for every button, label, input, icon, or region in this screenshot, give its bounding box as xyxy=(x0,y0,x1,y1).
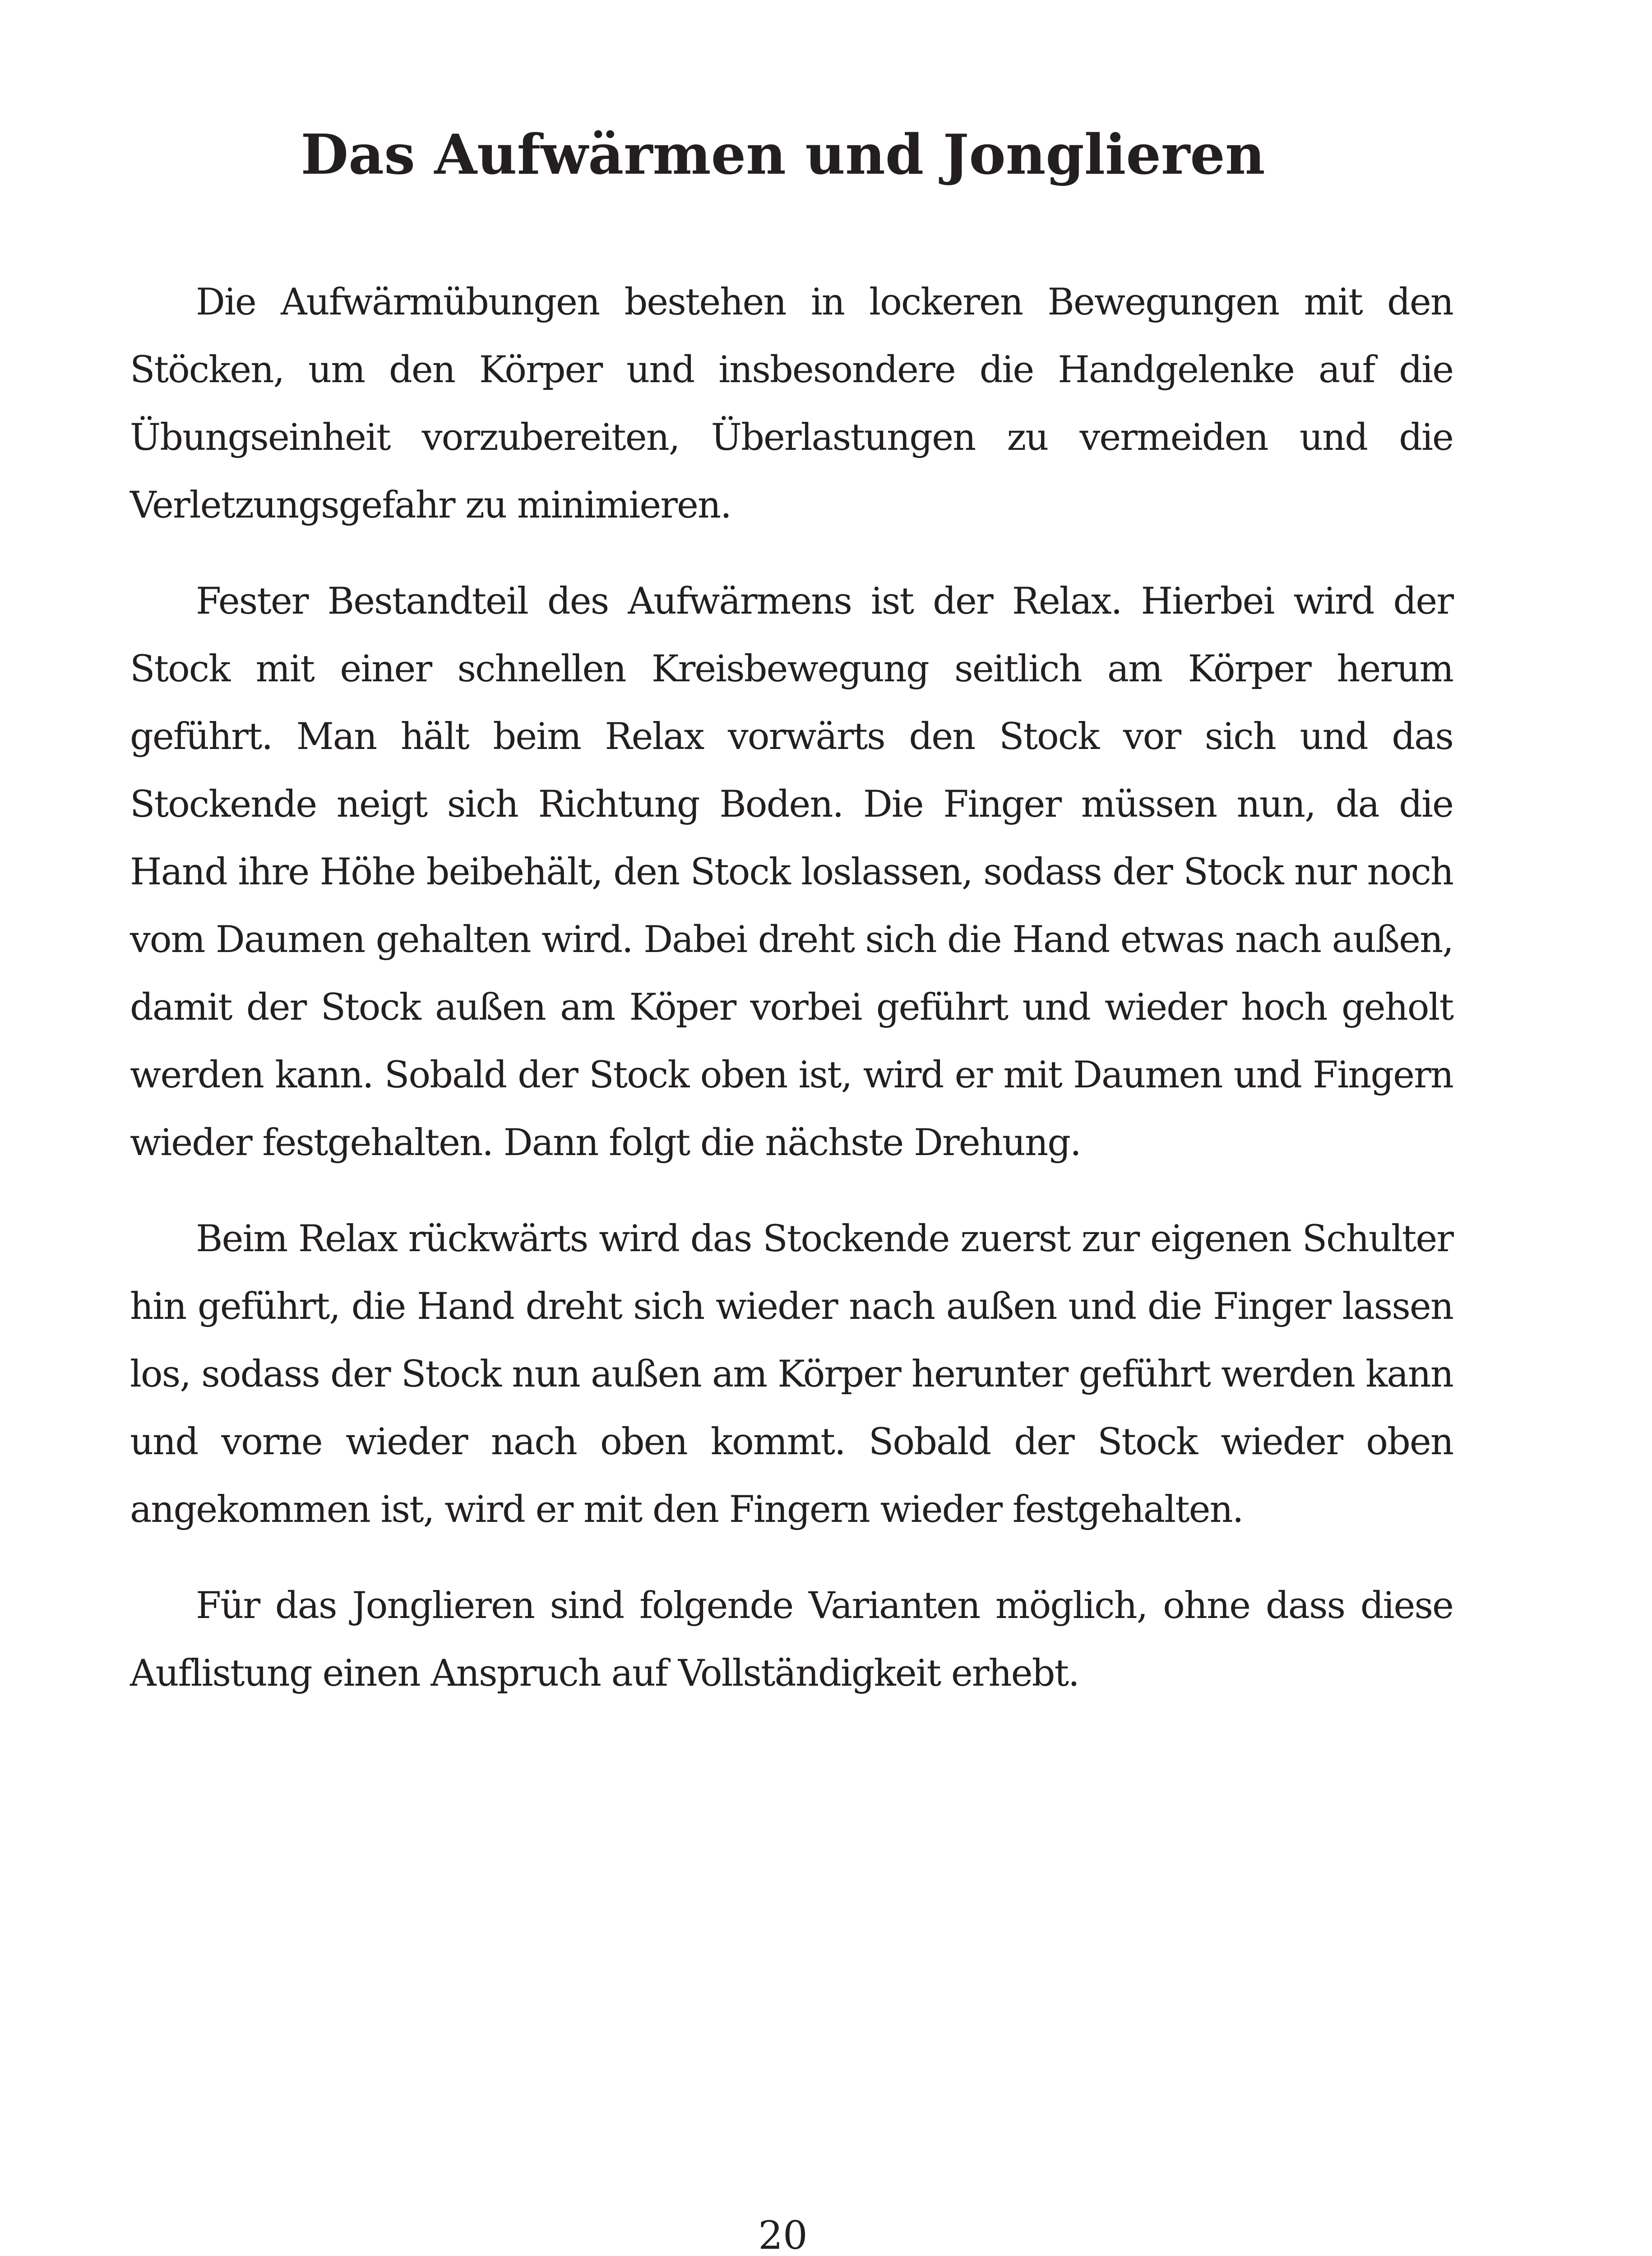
paragraph-relax-forward: Fester Bestandteil des Aufwärmens ist der Relax. Hierbei wird der Stock mit einer schnellen Kreisbewegung seitlich am Körper herum geführt. Man hält beim Relax vorwärts den Stock vor sich und das Stockende neigt sich Richtung Boden. Die Finger müssen nun, da die Hand ihre Höhe beibehält, den Stock loslassen, sodass der Stock nur noch vom Daumen gehalten wird. Dabei dreht sich die Hand etwas nach außen, damit der Stock außen am Köper vorbei geführt und wieder hoch geholt werden kann. Sobald der Stock oben ist, wird er mit Daumen und Fingern wieder festgehalten. Dann folgt die nächste Drehung. xyxy=(130,580,1453,1164)
chapter-title: Das Aufwärmen und Jonglieren xyxy=(301,122,1265,187)
page-number: 20 xyxy=(758,2213,808,2256)
paragraph-juggling-variants: Für das Jonglieren sind folgende Varianten möglich, ohne dass diese Auflistung einen Anspruch auf Vollständigkeit erhebt. xyxy=(130,1585,1453,1695)
body-text xyxy=(130,268,1453,1736)
paragraph-warmup: Die Aufwärmübungen bestehen in lockeren Bewegungen mit den Stöcken, um den Körper und insbesondere die Handgelenke auf die Übungseinheit vorzubereiten, Überlastungen zu vermeiden und die Verletzungsgefahr zu minimieren. xyxy=(130,281,1453,527)
paragraph-relax-backward: Beim Relax rückwärts wird das Stockende zuerst zur eigenen Schulter hin geführt, die Hand dreht sich wieder nach außen und die Finger lassen los, sodass der Stock nun außen am Körper herunter geführt werden kann und vorne wieder nach oben kommt. Sobald der Stock wieder oben angekommen ist, wird er mit den Fingern wieder festgehalten. xyxy=(130,1218,1453,1531)
